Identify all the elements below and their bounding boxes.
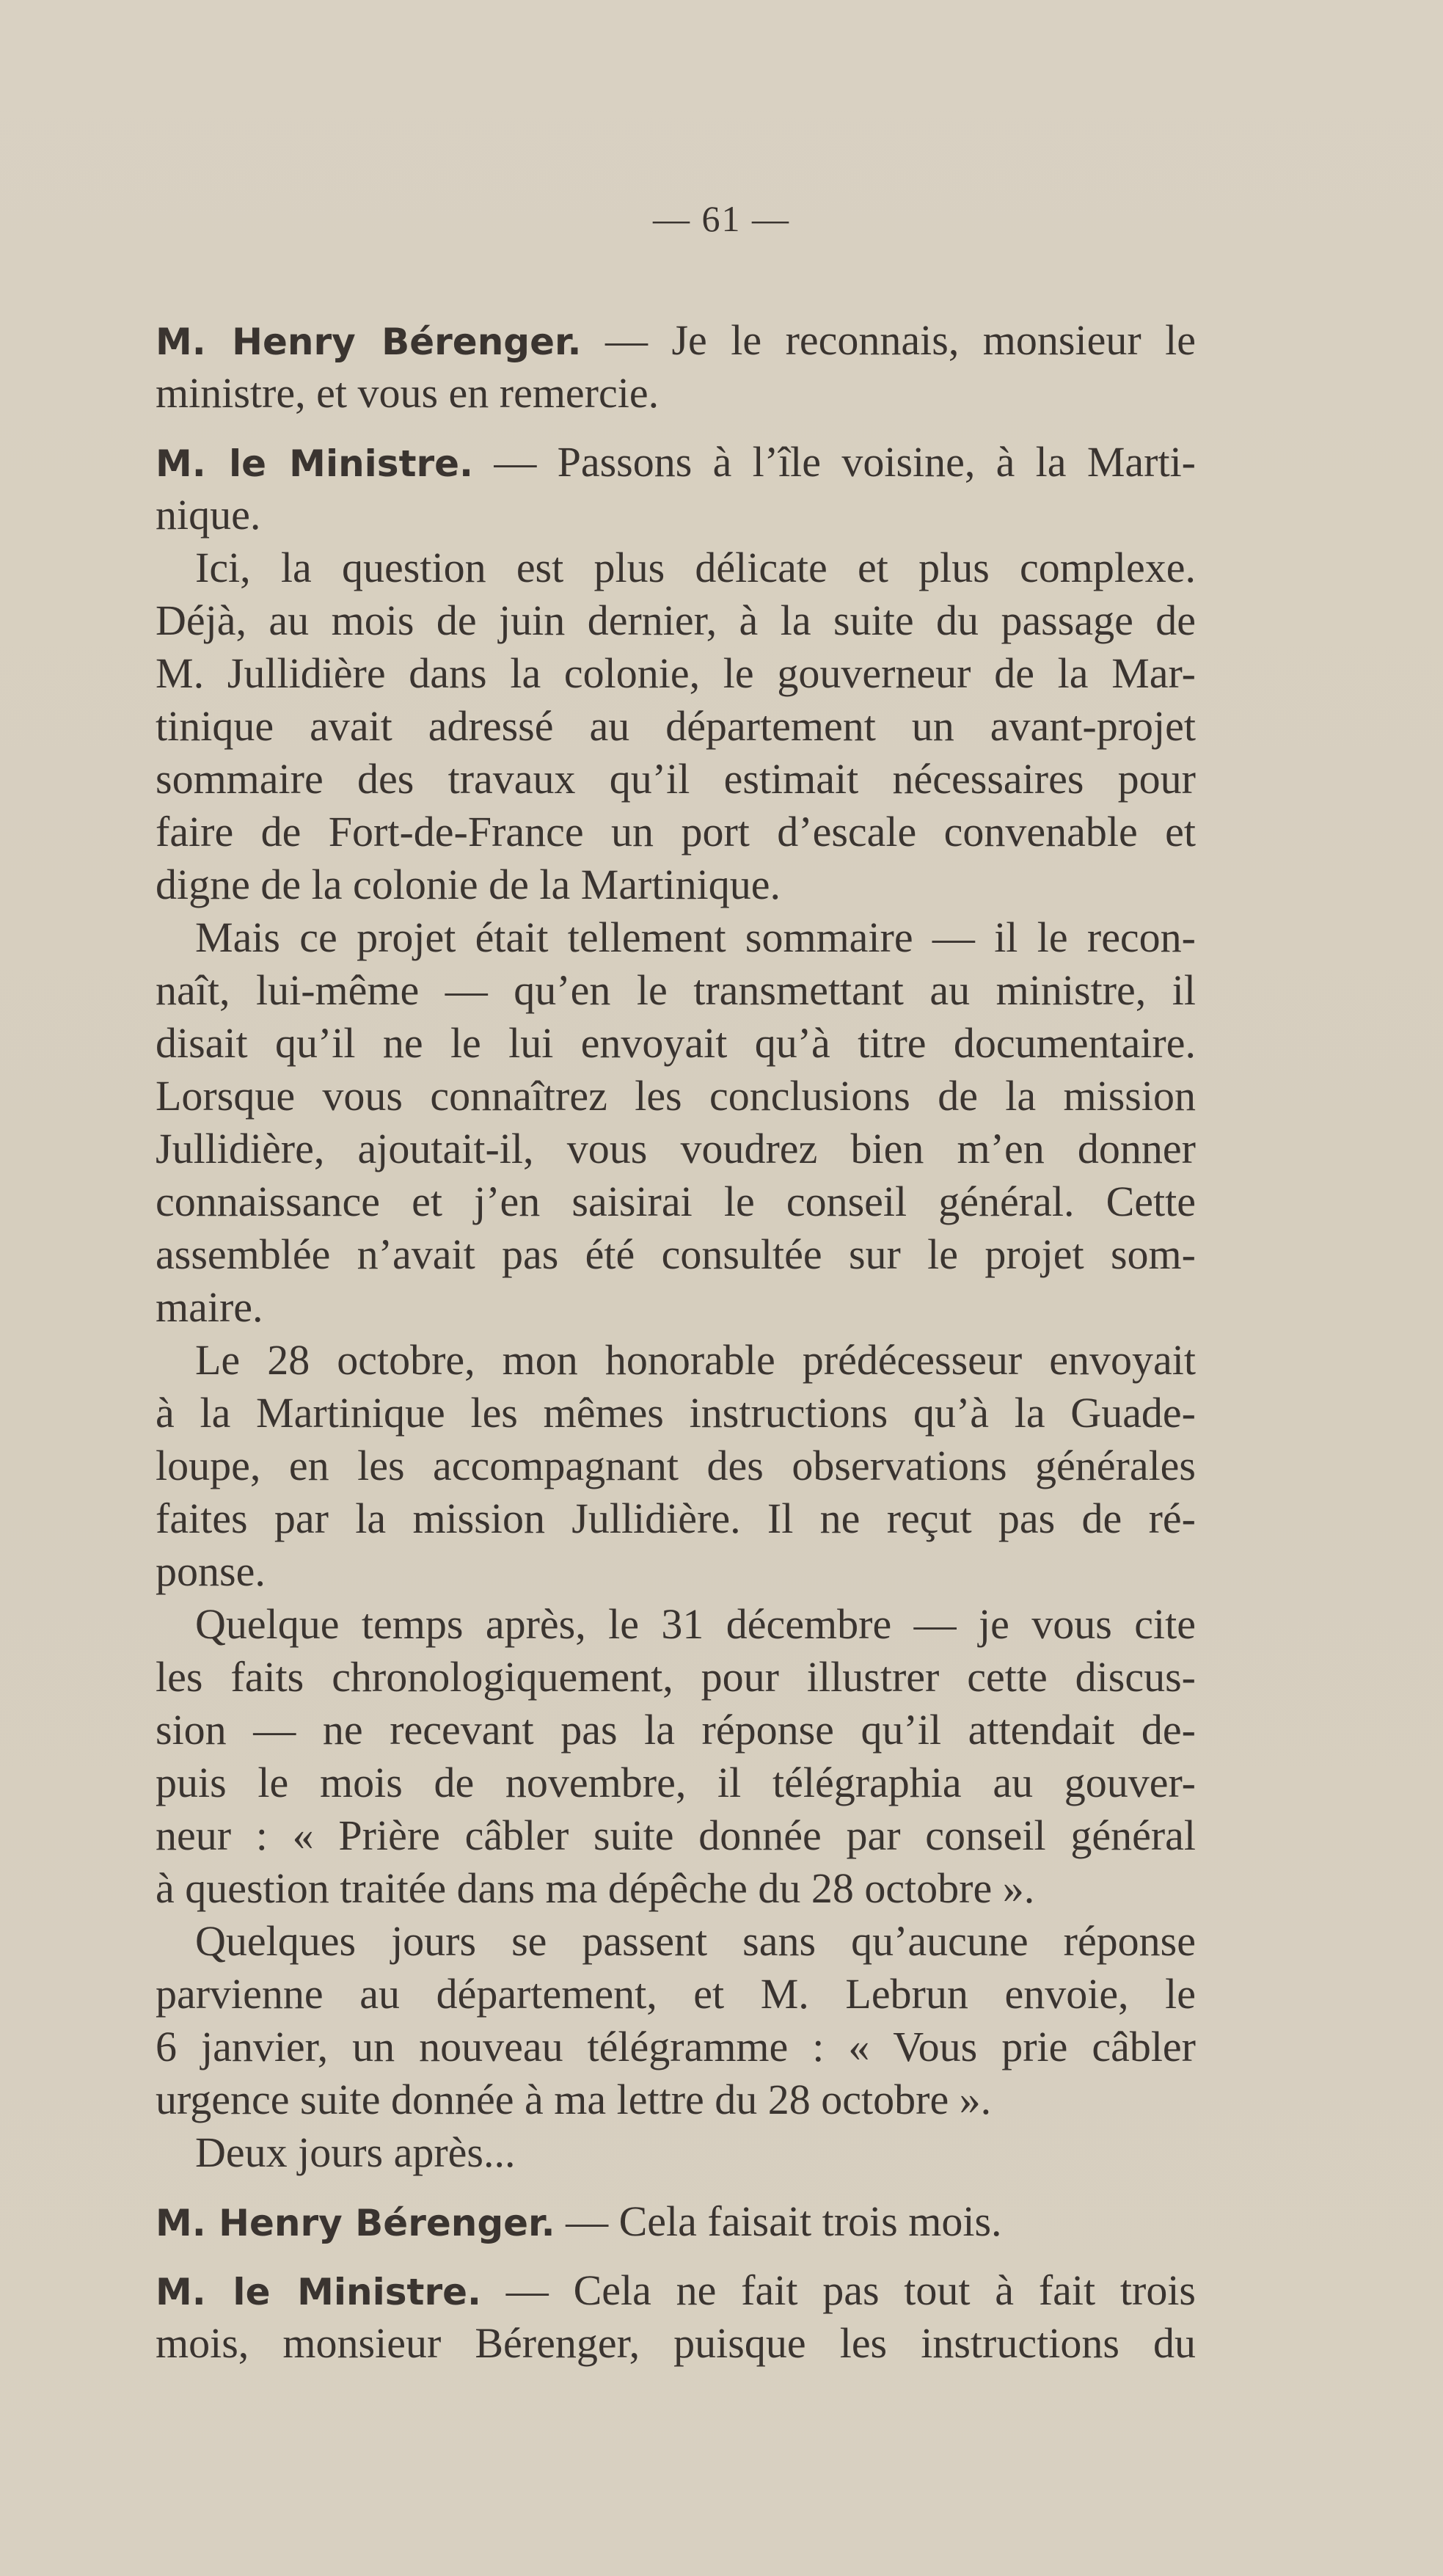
page-number: — 61 — xyxy=(653,198,790,239)
text-line: connaissance et j’en saisirai le conseil général. Cette xyxy=(156,1178,1196,1225)
text-line: ministre, et vous en remercie. xyxy=(156,369,660,417)
text-line: assemblée n’avait pas été consultée sur le projet som- xyxy=(156,1230,1196,1278)
text-line: maire. xyxy=(156,1283,263,1331)
text-line: neur : « Prière câbler suite donnée par conseil général xyxy=(156,1811,1196,1859)
text-line: à la Martinique les mêmes instructions qu’à la Guade- xyxy=(156,1389,1196,1437)
text-line: Déjà, au mois de juin dernier, à la suite du passage de xyxy=(156,596,1196,644)
text-line: Ici, la question est plus délicate et plus complexe. xyxy=(195,544,1196,591)
dialogue-paragraph xyxy=(156,2264,1196,2370)
text-line: loupe, en les accompagnant des observations générales xyxy=(156,1442,1196,1489)
text-line: digne de la colonie de la Martinique. xyxy=(156,861,781,908)
text-paragraph xyxy=(156,541,1196,911)
text-line: Quelques jours se passent sans qu’aucune réponse xyxy=(195,1917,1196,1965)
text-line: sion — ne recevant pas la réponse qu’il attendait de- xyxy=(156,1706,1196,1754)
text-line: M. le Ministre. — Passons à l’île voisine, à la Marti- xyxy=(156,438,1196,486)
text-line: Lorsque vous connaîtrez les conclusions de la mission xyxy=(156,1072,1196,1120)
text-line: nique. xyxy=(156,491,261,539)
text-line: Mais ce projet était tellement sommaire — il le recon- xyxy=(195,913,1196,961)
text-paragraph xyxy=(156,1915,1196,2126)
speaker-name: M. Henry Bérenger. xyxy=(156,2202,555,2244)
text-line: M. Henry Bérenger. — Cela faisait trois mois. xyxy=(156,2197,1002,2245)
text-line: naît, lui-même — qu’en le transmettant au ministre, il xyxy=(156,966,1196,1014)
speaker-name: M. le Ministre. xyxy=(156,2271,482,2313)
text-line: M. le Ministre. — Cela ne fait pas tout à fait trois xyxy=(156,2266,1197,2314)
text-line: Quelque temps après, le 31 décembre — je vous cite xyxy=(195,1600,1196,1648)
text-line: Jullidière, ajoutait-il, vous voudrez bien m’en donner xyxy=(156,1125,1196,1172)
speaker-name: M. Henry Bérenger. xyxy=(156,321,582,363)
speaker-name: M. le Ministre. xyxy=(156,442,474,485)
text-line: tinique avait adressé au département un avant-projet xyxy=(156,702,1196,750)
text-line: Deux jours après... xyxy=(195,2128,516,2176)
text-line: urgence suite donnée à ma lettre du 28 octobre ». xyxy=(156,2076,992,2123)
dialogue-paragraph xyxy=(156,2195,1196,2248)
dialogue-paragraph xyxy=(156,314,1196,420)
text-line: sommaire des travaux qu’il estimait nécessaires pour xyxy=(156,755,1196,803)
text-line: faire de Fort-de-France un port d’escale convenable et xyxy=(156,808,1196,855)
text-line: Le 28 octobre, mon honorable prédécesseur envoyait xyxy=(195,1336,1196,1384)
text-paragraph xyxy=(156,1334,1196,1598)
text-paragraph xyxy=(156,1598,1196,1915)
text-line: les faits chronologiquement, pour illustrer cette discus- xyxy=(156,1653,1196,1701)
text-paragraph xyxy=(156,911,1196,1334)
text-line: ponse. xyxy=(156,1547,266,1595)
text-line: M. Henry Bérenger. — Je le reconnais, monsieur le xyxy=(156,316,1196,364)
text-paragraph xyxy=(156,2126,1196,2179)
text-line: disait qu’il ne le lui envoyait qu’à titre documentaire. xyxy=(156,1019,1196,1067)
text-line: M. Jullidière dans la colonie, le gouverneur de la Mar- xyxy=(156,649,1196,697)
body-text xyxy=(156,314,1196,2370)
text-line: mois, monsieur Bérenger, puisque les instructions du xyxy=(156,2319,1196,2367)
text-line: parvienne au département, et M. Lebrun envoie, le xyxy=(156,1970,1196,2018)
text-line: 6 janvier, un nouveau télégramme : « Vous prie câbler xyxy=(156,2023,1196,2070)
text-line: puis le mois de novembre, il télégraphia au gouver- xyxy=(156,1759,1196,1806)
text-line: faites par la mission Jullidière. Il ne reçut pas de ré- xyxy=(156,1495,1196,1542)
text-line: à question traitée dans ma dépêche du 28 octobre ». xyxy=(156,1864,1035,1912)
dialogue-paragraph xyxy=(156,436,1196,541)
